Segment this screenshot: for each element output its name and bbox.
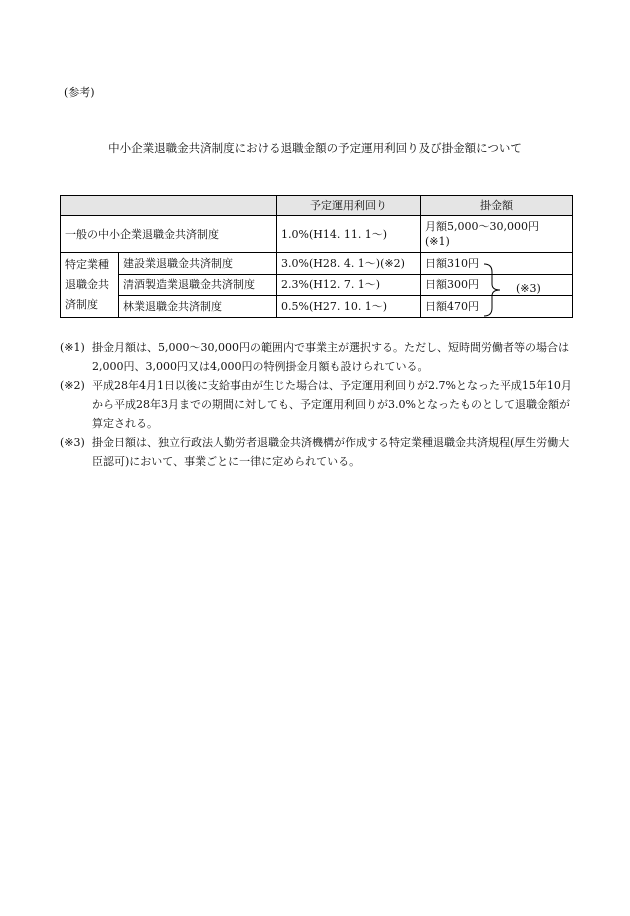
footnote-2	[60, 376, 575, 433]
footnote-text: 平成28年4月1日以後に支給事由が生じた場合は、予定運用利回りが2.7%となった平成15年10月から平成28年3月までの期間に対しても、予定運用利回りが3.0%となったものとして退職金額が算定される。	[92, 379, 572, 430]
document-title: 中小企業退職金共済制度における退職金額の予定運用利回り及び掛金額について	[108, 141, 522, 155]
special-premium: 日額310円	[421, 253, 573, 275]
header-rate: 予定運用利回り	[277, 196, 421, 216]
general-premium-note: (※1)	[425, 235, 450, 248]
general-rate: 1.0%(H14. 11. 1〜)	[277, 216, 421, 253]
header-premium: 掛金額	[421, 196, 573, 216]
general-name: 一般の中小企業退職金共済制度	[61, 216, 277, 253]
footnote-3	[60, 433, 575, 471]
footnote-label: (※3)	[60, 436, 85, 449]
special-rate: 0.5%(H27. 10. 1〜)	[277, 296, 421, 318]
footnote-text: 掛金日額は、独立行政法人勤労者退職金共済機構が作成する特定業種退職金共済規程(厚生労働大臣認可)において、事業ごとに一律に定められている。	[92, 436, 570, 468]
special-group-label: 特定業種退職金共済制度	[61, 253, 119, 318]
general-premium-amount: 月額5,000〜30,000円	[425, 220, 539, 233]
special-premium: 日額300円	[421, 274, 573, 296]
special-name: 建設業退職金共済制度	[119, 253, 277, 275]
footnote-text: 掛金月額は、5,000〜30,000円の範囲内で事業主が選択する。ただし、短時間労働者等の場合は2,000円、3,000円又は4,000円の特例掛金月額も設けられている。	[92, 341, 569, 373]
header-blank	[61, 196, 277, 216]
general-premium	[421, 216, 573, 253]
footnote-label: (※2)	[60, 379, 85, 392]
footnote-label: (※1)	[60, 341, 85, 354]
table-header-row	[61, 196, 573, 216]
table-row-general	[61, 216, 573, 253]
reference-label: (参考)	[64, 86, 95, 99]
bracket-note: (※3)	[516, 282, 541, 295]
footnote-1	[60, 338, 575, 376]
special-premium: 日額470円	[421, 296, 573, 318]
special-rate: 3.0%(H28. 4. 1〜)(※2)	[277, 253, 421, 275]
special-name: 清酒製造業退職金共済制度	[119, 274, 277, 296]
special-rate: 2.3%(H12. 7. 1〜)	[277, 274, 421, 296]
bracket-icon	[482, 262, 502, 318]
special-name: 林業退職金共済制度	[119, 296, 277, 318]
